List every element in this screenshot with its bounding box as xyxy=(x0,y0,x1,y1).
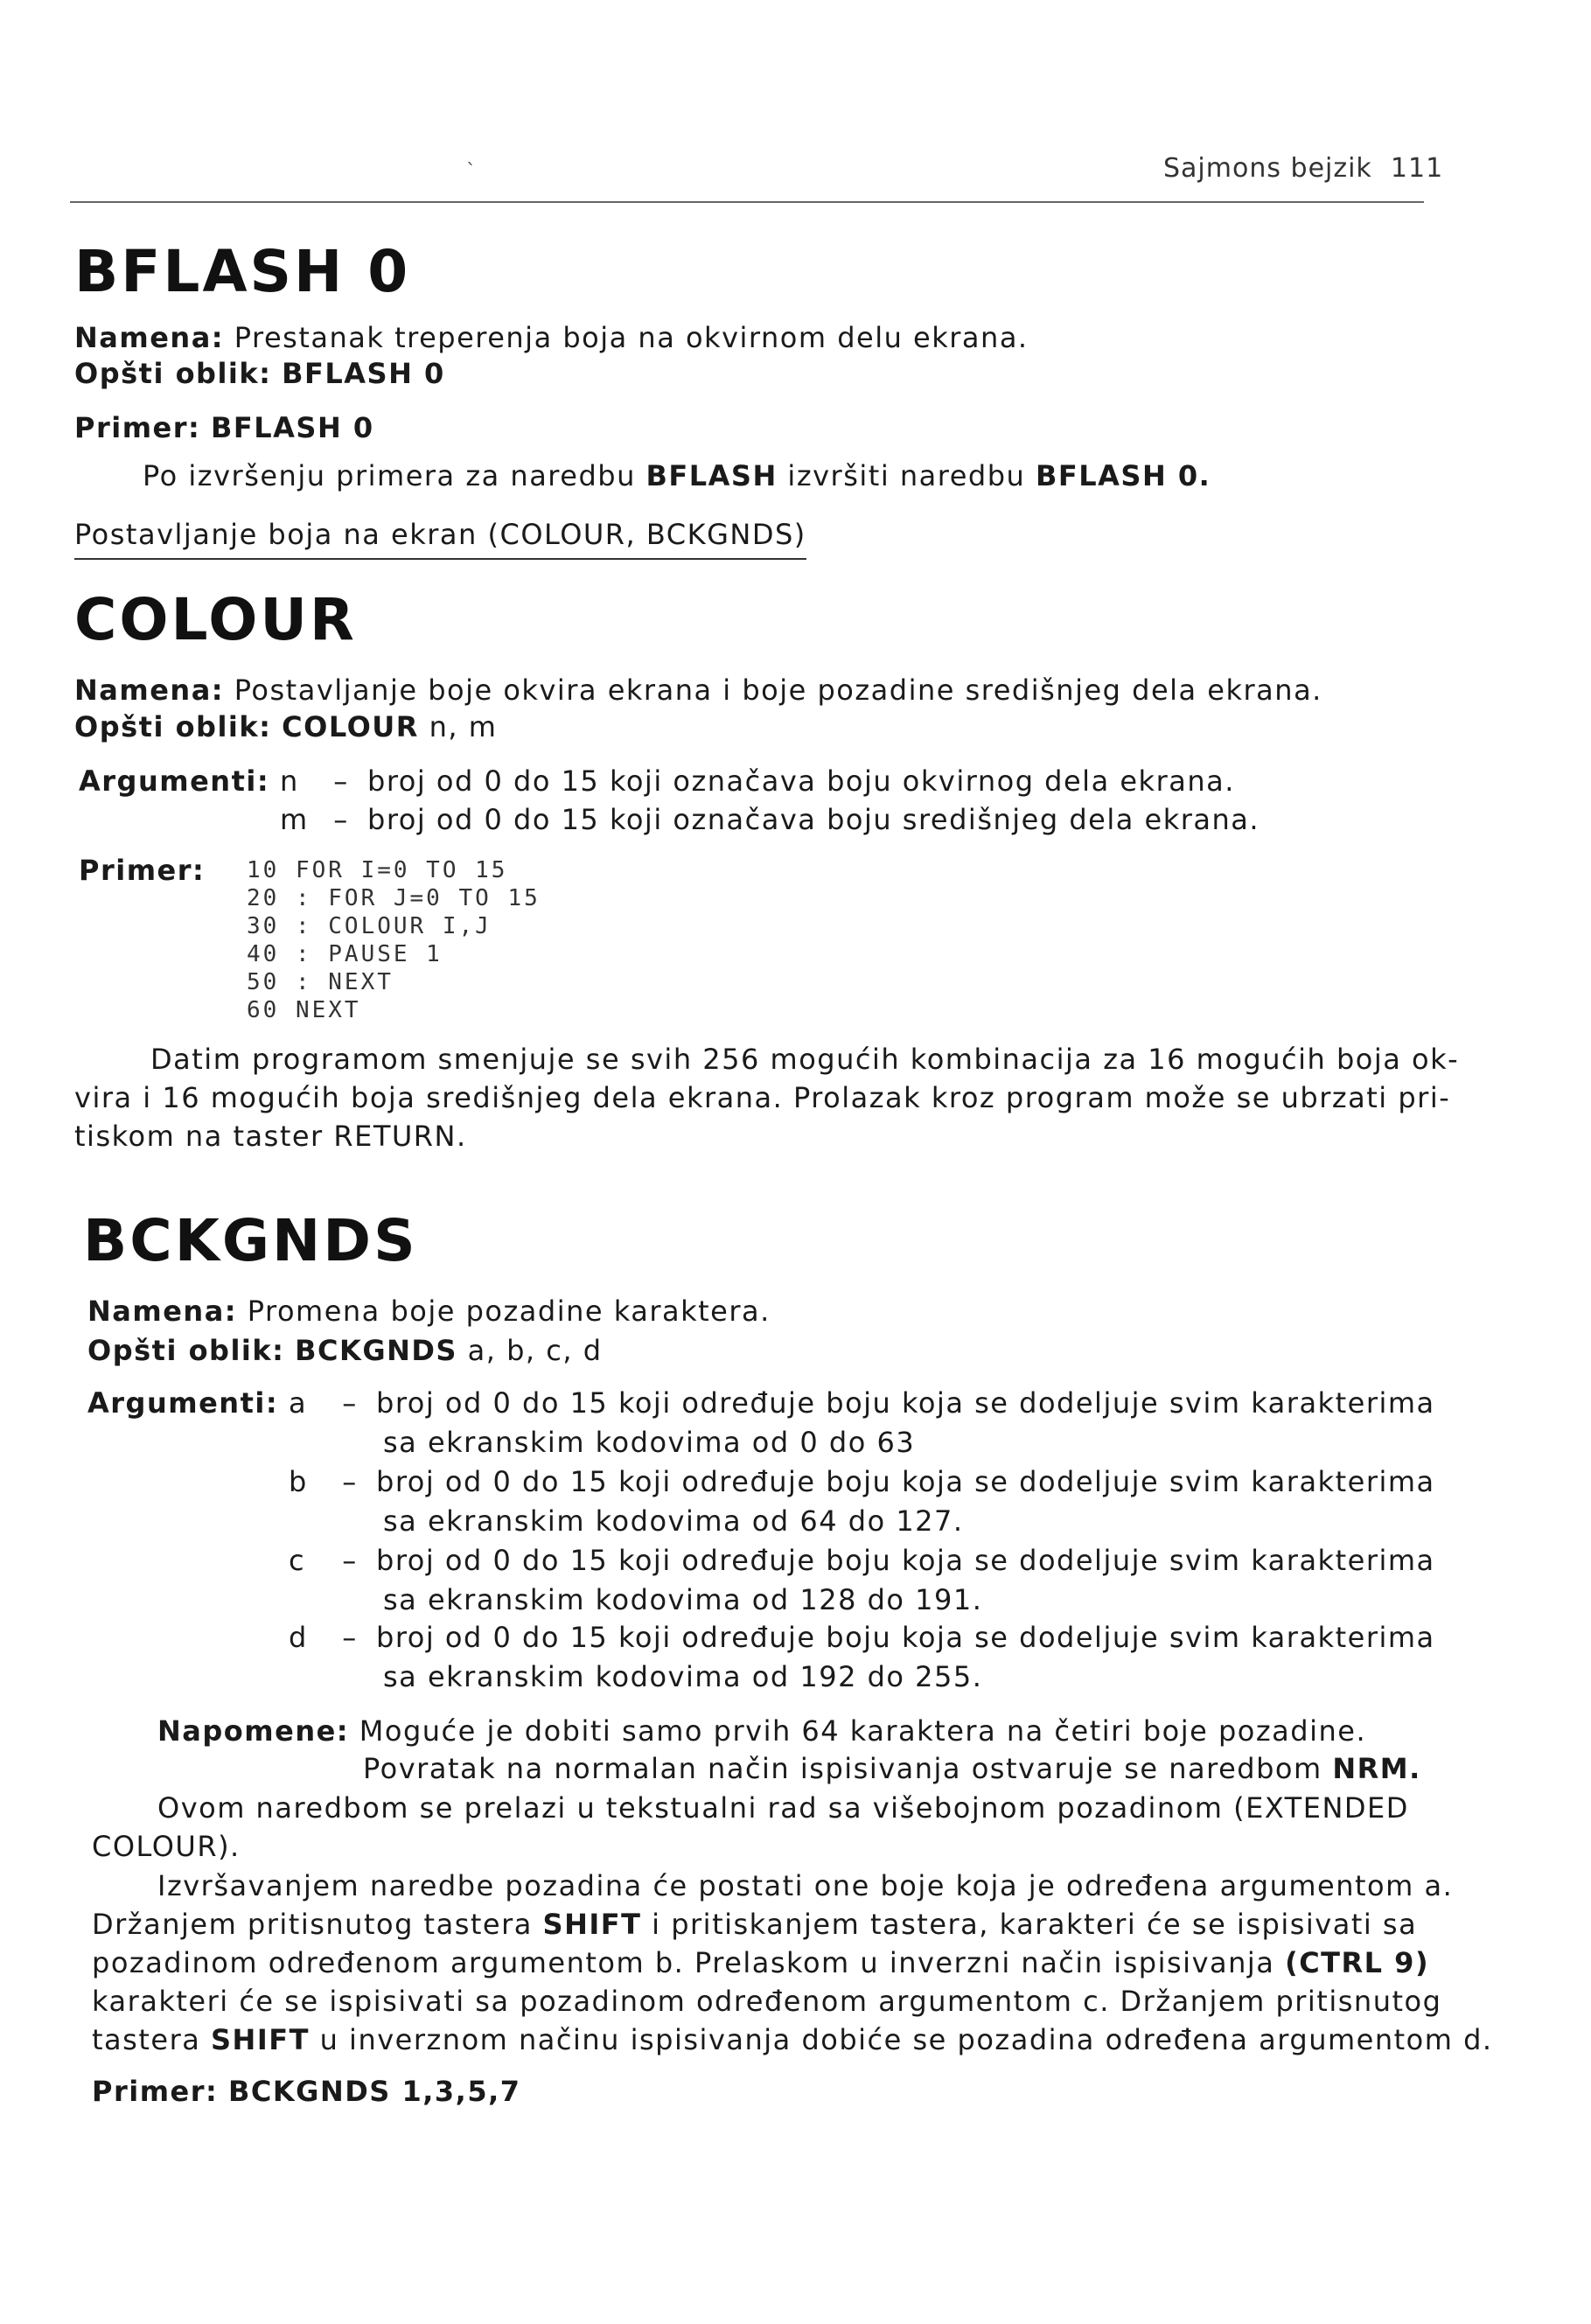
colour-oblik xyxy=(74,710,497,743)
bckgnds-namena xyxy=(87,1295,771,1328)
bckgnds-p1: Ovom naredbom se prelazi u tekstualni rad sa višebojnom pozadinom (EXTENDED xyxy=(157,1791,1409,1825)
bckgnds-p1-cont: COLOUR). xyxy=(92,1830,241,1863)
bckgnds-p2-line4: karakteri će se ispisivati sa pozadinom određenom argumentom c. Držanjem pritisnutog xyxy=(92,1985,1442,2018)
napomene-text: Moguće je dobiti samo prvih 64 karaktera na četiri boje pozadine. xyxy=(359,1714,1367,1748)
primer-value: BCKGNDS 1,3,5,7 xyxy=(228,2075,521,2108)
primer-label: Primer: xyxy=(74,411,201,444)
bckgnds-arg-b xyxy=(289,1465,1435,1498)
note-cmd: BFLASH xyxy=(645,459,778,492)
bckgnds-title: BCKGNDS xyxy=(83,1207,418,1274)
oblik-label: Opšti oblik: xyxy=(87,1334,285,1367)
bflash-oblik xyxy=(74,357,445,390)
note-cmd: BFLASH 0. xyxy=(1035,459,1211,492)
arg-dash: – xyxy=(342,1386,358,1420)
bckgnds-p2-line2 xyxy=(92,1908,1417,1941)
arg-dash: – xyxy=(342,1465,358,1498)
note-text: Po izvršenju primera za naredbu xyxy=(143,459,636,492)
bckgnds-arg-c xyxy=(289,1544,1435,1577)
arg-letter: a xyxy=(289,1386,308,1420)
p2-cmd: (CTRL 9) xyxy=(1285,1946,1430,1979)
napomene-cmd: NRM. xyxy=(1332,1752,1421,1785)
bckgnds-arg-d-cont: sa ekranskim kodovima od 192 do 255. xyxy=(383,1660,983,1693)
namena-text: Prestanak treperenja boja na okvirnom delu ekrana. xyxy=(234,321,1029,354)
bckgnds-p2-line3 xyxy=(92,1946,1429,1979)
p2-text: pozadinom određenom argumentom b. Prelaskom u inverzni način ispisivanja xyxy=(92,1946,1275,1979)
napomene-text: Povratak na normalan način ispisivanja ostvaruje se naredbom xyxy=(363,1752,1322,1785)
oblik-cmd: BCKGNDS xyxy=(295,1334,457,1367)
arg-dash: – xyxy=(333,764,349,798)
namena-text: Postavljanje boje okvira ekrana i boje pozadine središnjeg dela ekrana. xyxy=(234,673,1322,707)
bflash-title: BFLASH 0 xyxy=(74,238,411,305)
args-label: Argumenti: xyxy=(87,1386,279,1420)
arg-text: broj od 0 do 15 koji određuje boju koja se dodeljuje svim karakterima xyxy=(376,1386,1435,1420)
colour-namena xyxy=(74,673,1322,707)
p2-cmd: SHIFT xyxy=(542,1908,642,1941)
code-line: 40 : PAUSE 1 xyxy=(247,941,443,967)
code-line: 20 : FOR J=0 TO 15 xyxy=(247,885,541,911)
code-line: 30 : COLOUR I,J xyxy=(247,913,492,939)
colour-arg-m xyxy=(280,803,1260,836)
arg-text: broj od 0 do 15 koji određuje boju koja se dodeljuje svim karakterima xyxy=(376,1621,1435,1654)
colour-arg-n xyxy=(280,764,1235,798)
arg-letter: c xyxy=(289,1544,306,1577)
primer-value: BFLASH 0 xyxy=(211,411,374,444)
colour-args-label xyxy=(79,764,269,798)
header-title: Sajmons bejzik xyxy=(1163,153,1372,184)
oblik-args: n, m xyxy=(429,710,498,743)
napomene-label: Napomene: xyxy=(157,1714,350,1748)
code-line: 60 NEXT xyxy=(247,997,361,1023)
header-rule xyxy=(70,201,1424,203)
bckgnds-arg-b-cont: sa ekranskim kodovima od 64 do 127. xyxy=(383,1504,964,1538)
bckgnds-arg-d xyxy=(289,1621,1435,1654)
colour-title: COLOUR xyxy=(74,586,357,653)
p2-text: u inverznom načinu ispisivanja dobiće se pozadina određena argumentom d. xyxy=(319,2023,1493,2056)
namena-label: Namena: xyxy=(74,673,225,707)
bckgnds-args-label xyxy=(87,1386,278,1420)
oblik-cmd: COLOUR xyxy=(282,710,419,743)
bckgnds-napomene xyxy=(157,1714,1366,1748)
oblik-value: BFLASH 0 xyxy=(282,357,445,390)
p2-text: i pritiskanjem tastera, karakteri će se ispisivati sa xyxy=(652,1908,1418,1941)
namena-text: Promena boje pozadine karaktera. xyxy=(247,1295,771,1328)
namena-label: Namena: xyxy=(87,1295,238,1328)
arg-dash: – xyxy=(342,1621,358,1654)
arg-text: broj od 0 do 15 koji označava boju okvirnog dela ekrana. xyxy=(367,764,1235,798)
arg-letter: b xyxy=(289,1465,308,1498)
bflash-primer xyxy=(74,411,374,444)
primer-label: Primer: xyxy=(79,854,206,887)
bckgnds-arg-a-cont: sa ekranskim kodovima od 0 do 63 xyxy=(383,1426,916,1459)
running-header xyxy=(1163,153,1443,184)
arg-text: broj od 0 do 15 koji određuje boju koja se dodeljuje svim karakterima xyxy=(376,1544,1435,1577)
namena-label: Namena: xyxy=(74,321,225,354)
bckgnds-arg-a xyxy=(289,1386,1435,1420)
colour-desc-line: vira i 16 mogućih boja središnjeg dela ekrana. Prolazak kroz program može se ubrzati pri- xyxy=(74,1081,1451,1114)
p2-cmd: SHIFT xyxy=(211,2023,310,2056)
oblik-args: a, b, c, d xyxy=(467,1334,603,1367)
arg-dash: – xyxy=(342,1544,358,1577)
colour-desc-line: Datim programom smenjuje se svih 256 mogućih kombinacija za 16 mogućih boja ok- xyxy=(150,1043,1460,1076)
oblik-label: Opšti oblik: xyxy=(74,357,272,390)
page-number: 111 xyxy=(1390,153,1444,184)
arg-text: broj od 0 do 15 koji označava boju središnjeg dela ekrana. xyxy=(367,803,1260,836)
section-heading: Postavljanje boja na ekran (COLOUR, BCKGNDS) xyxy=(74,518,806,560)
arg-letter: n xyxy=(280,764,299,798)
bckgnds-p2: Izvršavanjem naredbe pozadina će postati one boje koja je određena argumentom a. xyxy=(157,1869,1454,1902)
note-text: izvršiti naredbu xyxy=(787,459,1026,492)
bflash-note xyxy=(143,459,1211,492)
arg-dash: – xyxy=(333,803,349,836)
arg-text: broj od 0 do 15 koji određuje boju koja se dodeljuje svim karakterima xyxy=(376,1465,1435,1498)
code-line: 10 FOR I=0 TO 15 xyxy=(247,857,508,883)
colour-primer-label xyxy=(79,854,205,887)
primer-label: Primer: xyxy=(92,2075,219,2108)
stray-mark: ` xyxy=(466,161,476,183)
bckgnds-oblik xyxy=(87,1334,603,1367)
bckgnds-arg-c-cont: sa ekranskim kodovima od 128 do 191. xyxy=(383,1583,983,1616)
p2-text: tastera xyxy=(92,2023,201,2056)
oblik-label: Opšti oblik: xyxy=(74,710,272,743)
bflash-namena xyxy=(74,321,1029,354)
colour-desc-line: tiskom na taster RETURN. xyxy=(74,1120,467,1153)
bckgnds-p2-line5 xyxy=(92,2023,1493,2056)
args-label: Argumenti: xyxy=(79,764,270,798)
bckgnds-napomene-cont xyxy=(363,1752,1421,1785)
arg-letter: d xyxy=(289,1621,308,1654)
bckgnds-primer xyxy=(92,2075,521,2108)
p2-text: Držanjem pritisnutog tastera xyxy=(92,1908,533,1941)
arg-letter: m xyxy=(280,803,309,836)
code-line: 50 : NEXT xyxy=(247,969,394,995)
